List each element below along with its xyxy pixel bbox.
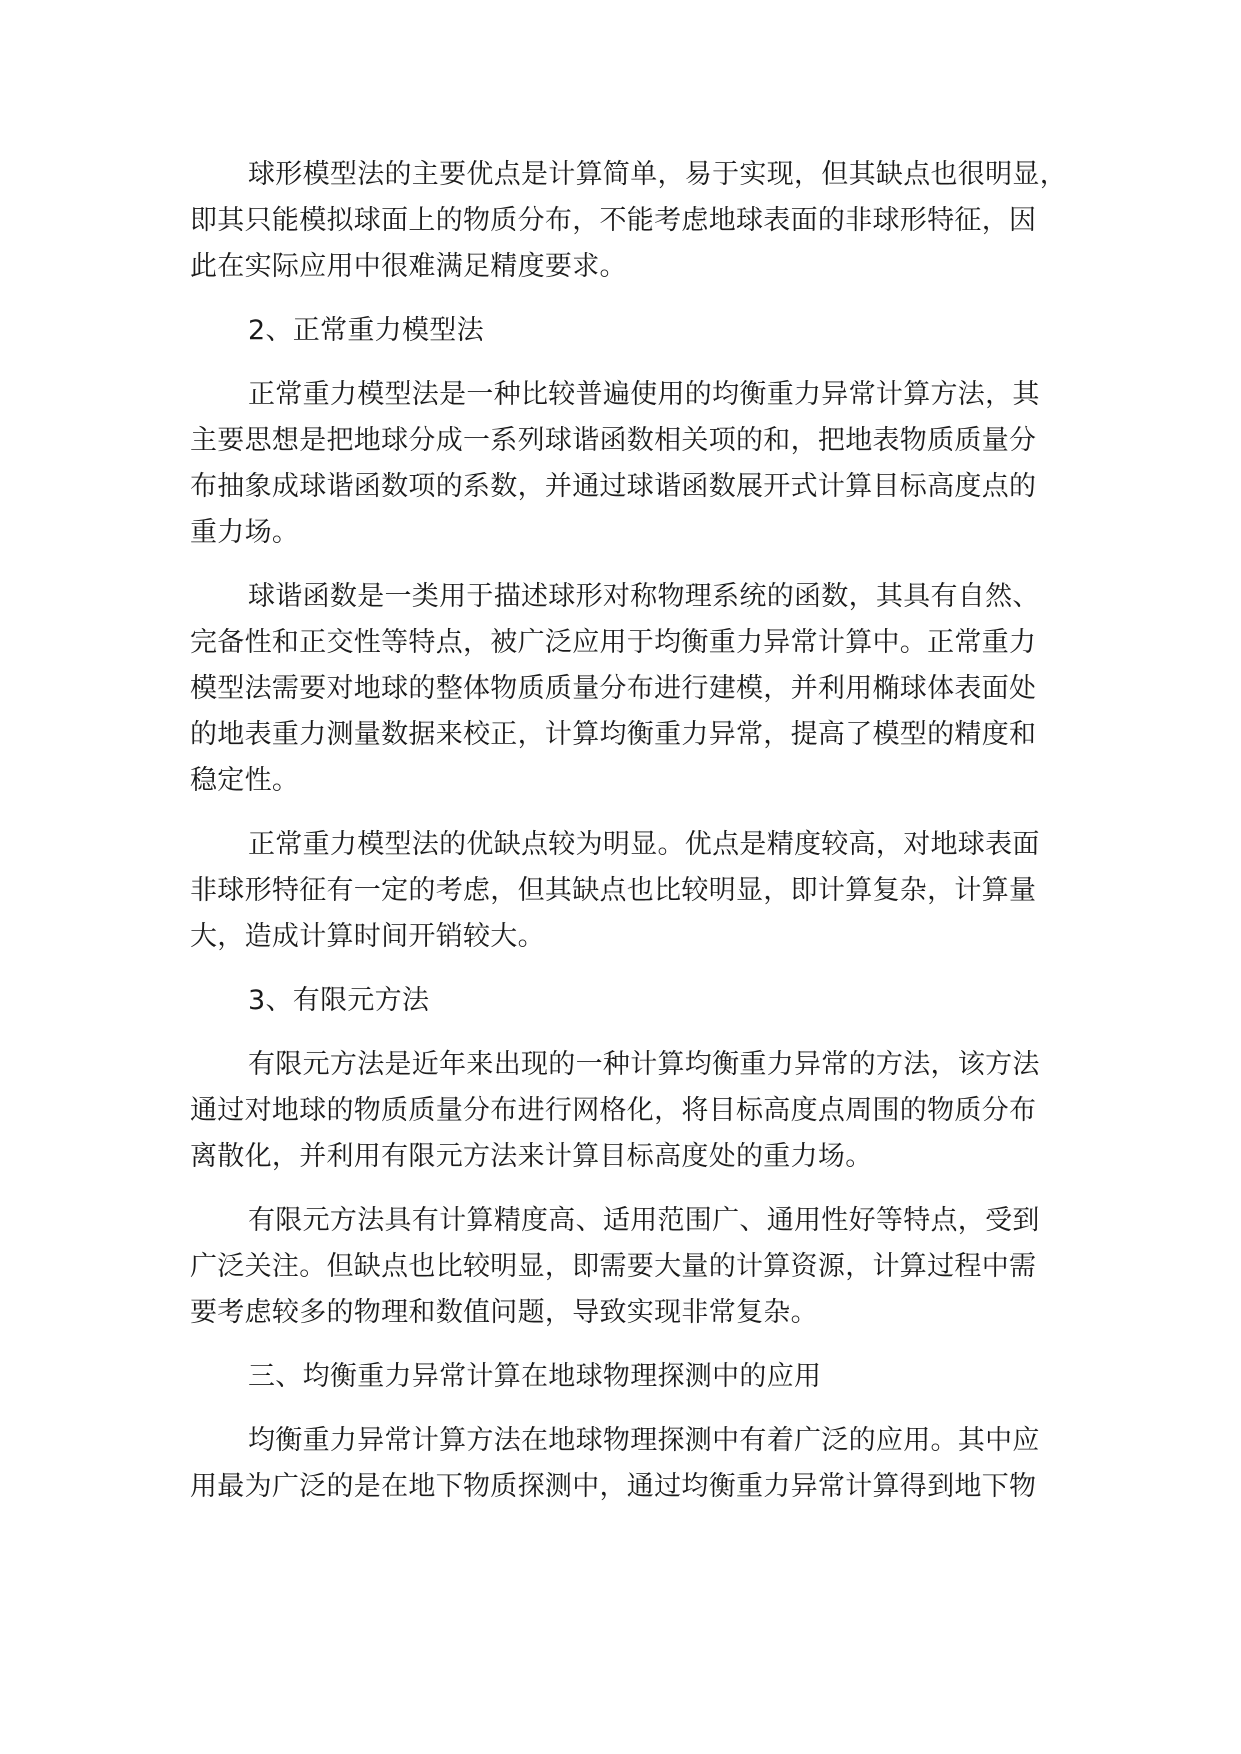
heading-normal-gravity-model: 2、正常重力模型法 xyxy=(248,315,484,346)
text-line: 广泛关注。但缺点也比较明显，即需要大量的计算资源，计算过程中需 xyxy=(190,1251,1037,1282)
text-line: 球形模型法的主要优点是计算简单，易于实现，但其缺点也很明显， xyxy=(248,159,1067,190)
text-line: 模型法需要对地球的整体物质质量分布进行建模，并利用椭球体表面处 xyxy=(190,673,1037,704)
text-line: 均衡重力异常计算方法在地球物理探测中有着广泛的应用。其中应 xyxy=(248,1425,1040,1456)
paragraph-spherical-harmonics xyxy=(190,574,1080,804)
text-line: 重力场。 xyxy=(190,517,300,548)
heading-applications: 三、均衡重力异常计算在地球物理探测中的应用 xyxy=(248,1361,822,1392)
text-line: 非球形特征有一定的考虑，但其缺点也比较明显，即计算复杂，计算量 xyxy=(190,875,1037,906)
heading-finite-element-method: 3、有限元方法 xyxy=(248,985,430,1016)
text-line: 离散化，并利用有限元方法来计算目标高度处的重力场。 xyxy=(190,1141,873,1172)
text-line: 主要思想是把地球分成一系列球谐函数相关项的和，把地表物质质量分 xyxy=(190,425,1037,456)
text-line: 即其只能模拟球面上的物质分布，不能考虑地球表面的非球形特征，因 xyxy=(190,205,1037,236)
text-line: 大，造成计算时间开销较大。 xyxy=(190,921,545,952)
paragraph-finite-element-pros-cons xyxy=(190,1198,1080,1336)
paragraph-sphere-model-pros-cons xyxy=(190,152,1080,290)
paragraph-applications-intro xyxy=(190,1418,1080,1510)
text-line: 此在实际应用中很难满足精度要求。 xyxy=(190,251,627,282)
text-line: 要考虑较多的物理和数值问题，导致实现非常复杂。 xyxy=(190,1297,818,1328)
text-line: 正常重力模型法的优缺点较为明显。优点是精度较高，对地球表面 xyxy=(248,829,1040,860)
text-line: 布抽象成球谐函数项的系数，并通过球谐函数展开式计算目标高度点的 xyxy=(190,471,1037,502)
text-line: 有限元方法具有计算精度高、适用范围广、通用性好等特点，受到 xyxy=(248,1205,1040,1236)
document-body xyxy=(190,152,1080,1528)
text-line: 球谐函数是一类用于描述球形对称物理系统的函数，其具有自然、 xyxy=(248,581,1040,612)
text-line: 正常重力模型法是一种比较普遍使用的均衡重力异常计算方法，其 xyxy=(248,379,1040,410)
paragraph-finite-element-intro xyxy=(190,1042,1080,1180)
paragraph-normal-gravity-pros-cons xyxy=(190,822,1080,960)
paragraph-normal-gravity-intro xyxy=(190,372,1080,556)
text-line: 有限元方法是近年来出现的一种计算均衡重力异常的方法，该方法 xyxy=(248,1049,1040,1080)
text-line: 通过对地球的物质质量分布进行网格化，将目标高度点周围的物质分布 xyxy=(190,1095,1037,1126)
text-line: 完备性和正交性等特点，被广泛应用于均衡重力异常计算中。正常重力 xyxy=(190,627,1037,658)
text-line: 用最为广泛的是在地下物质探测中，通过均衡重力异常计算得到地下物 xyxy=(190,1471,1037,1502)
text-line: 的地表重力测量数据来校正，计算均衡重力异常，提高了模型的精度和 xyxy=(190,719,1037,750)
text-line: 稳定性。 xyxy=(190,765,300,796)
